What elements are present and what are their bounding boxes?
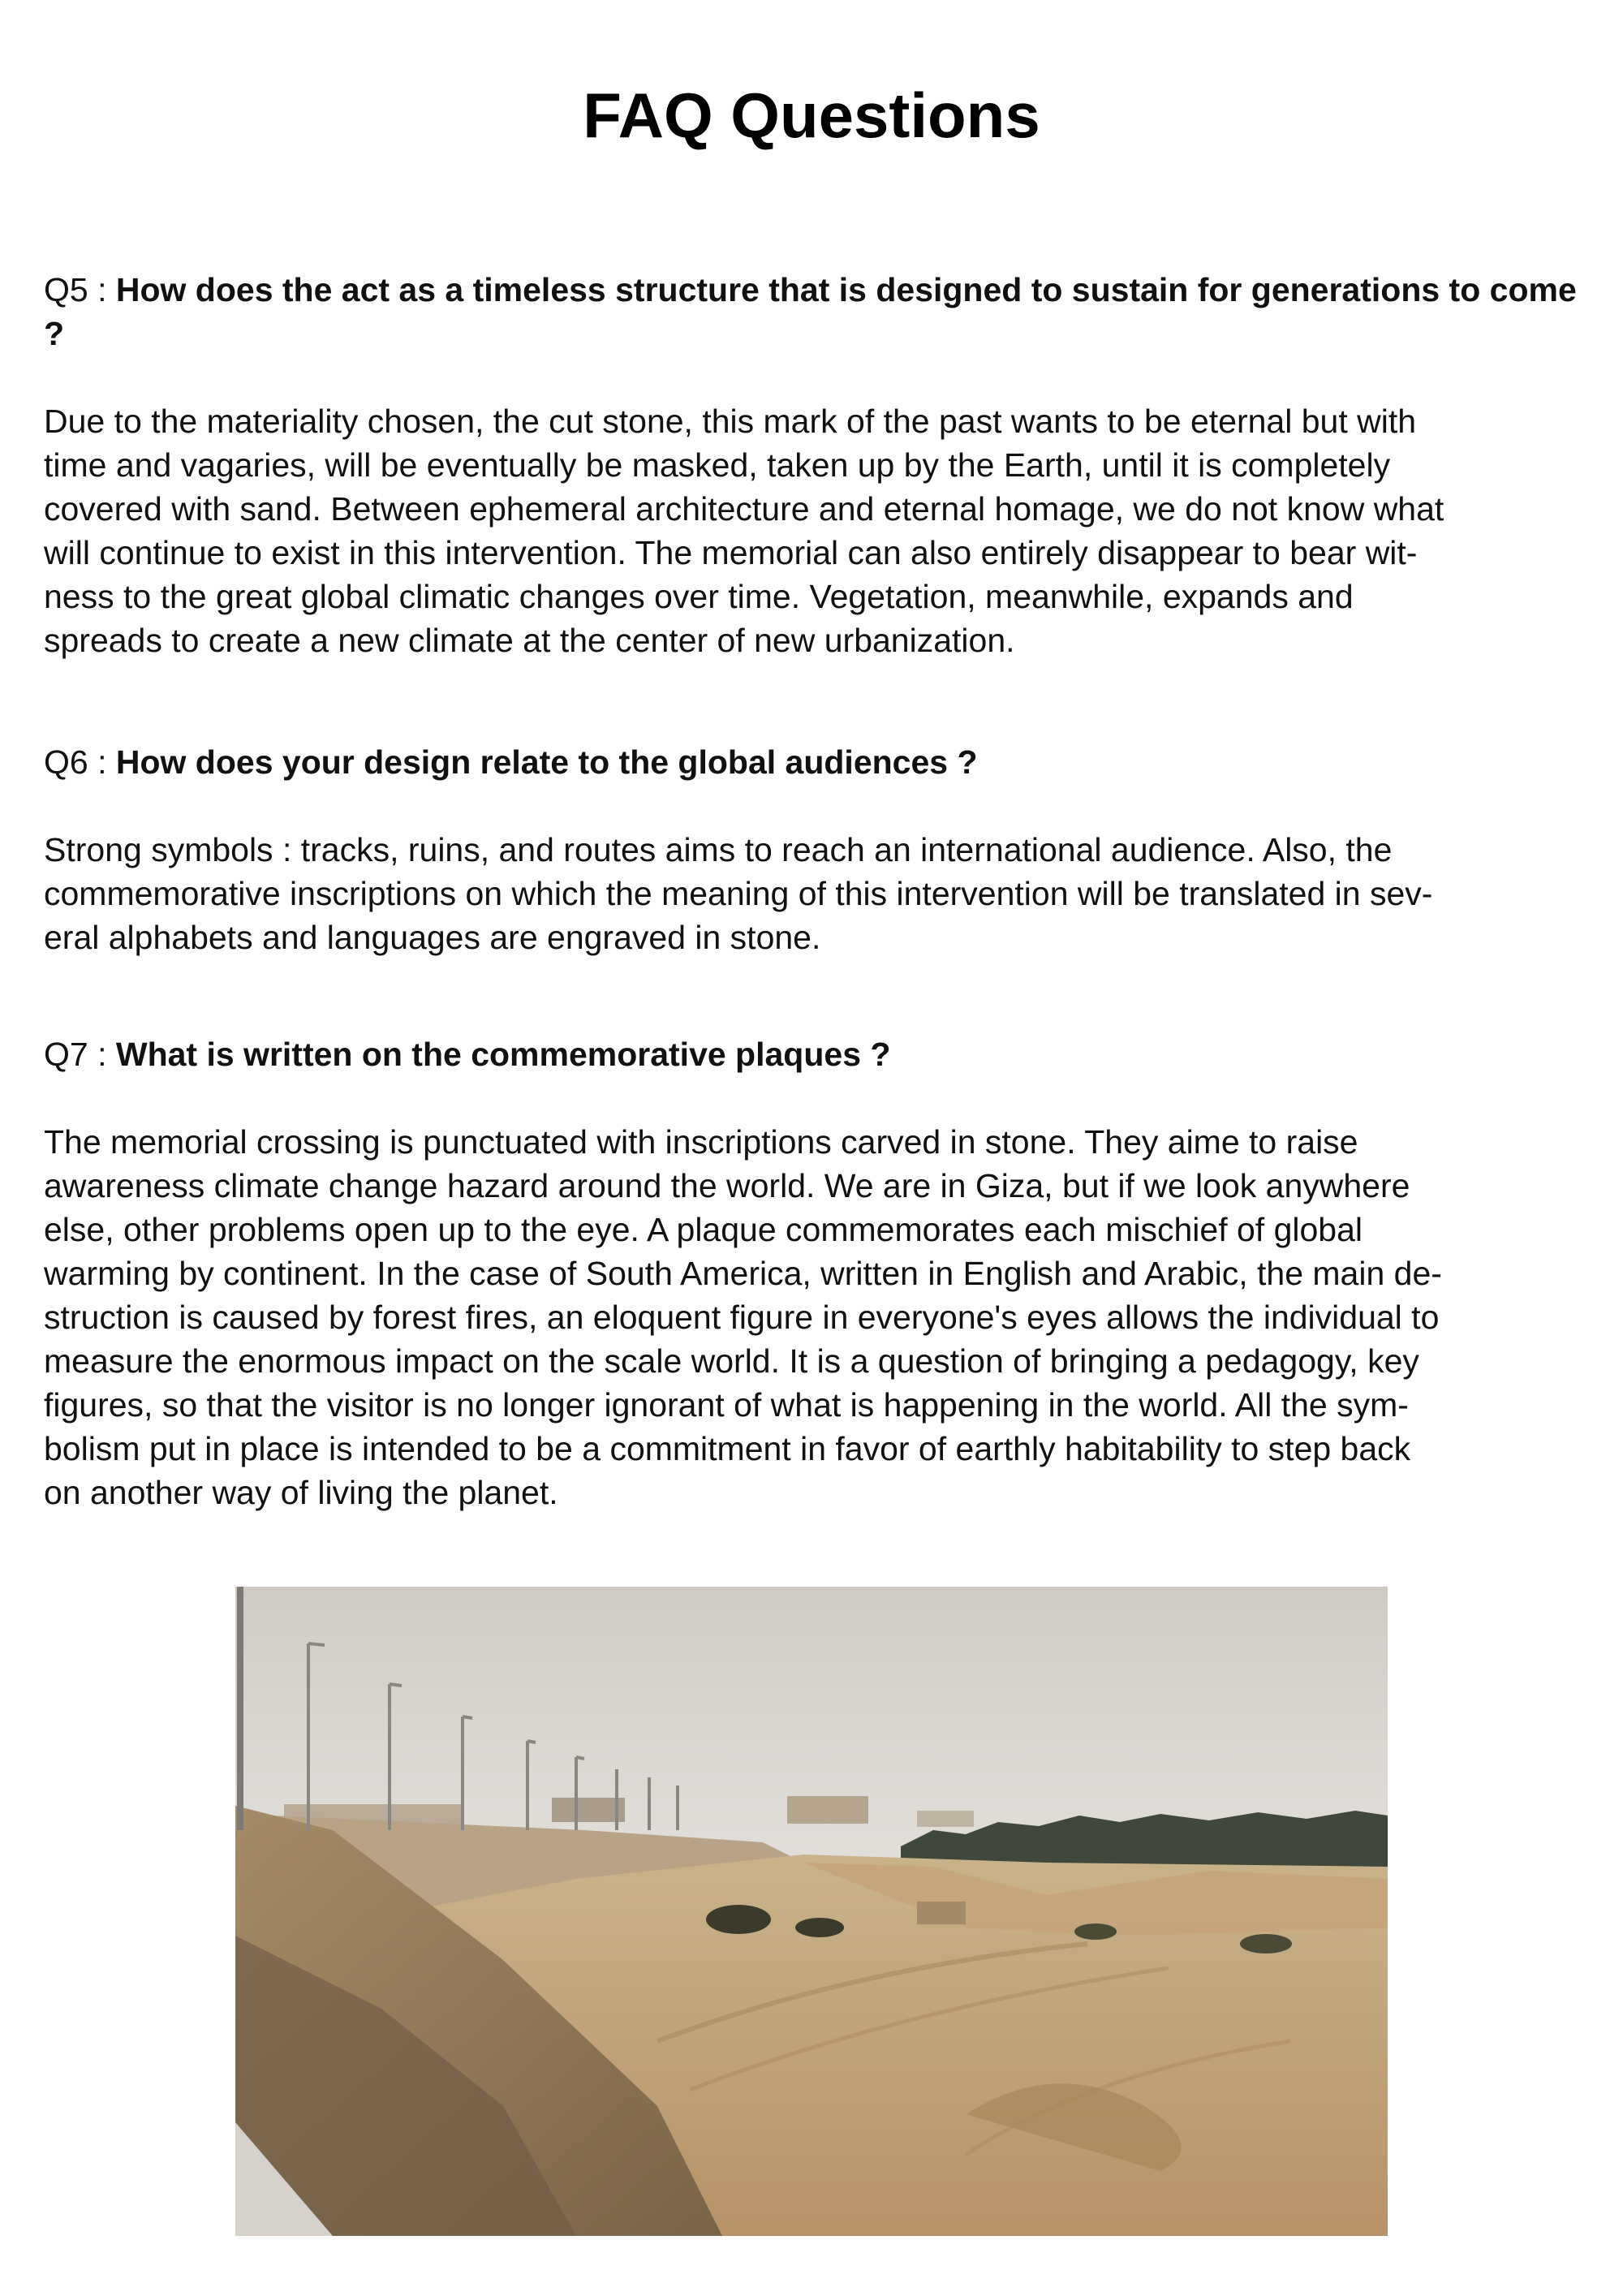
page-title: FAQ Questions [583, 80, 1040, 151]
question-number: Q6 : [44, 743, 116, 781]
desert-site-photo [235, 1587, 1388, 2236]
question-text: What is written on the commemorative plaques ? [115, 1036, 891, 1073]
faq-answer: Strong symbols : tracks, ruins, and routes aims to reach an international audience. Also, the commemorative inscriptions on which the meaning of this intervention will be translated in sev- eral alphabets and languages are engraved in stone. [44, 831, 1433, 956]
question-number: Q5 : [44, 271, 116, 308]
faq-item-q6 [44, 740, 1586, 959]
question-text: How does your design relate to the global audiences ? [115, 743, 978, 781]
faq-answer: The memorial crossing is punctuated with inscriptions carved in stone. They aime to raise awareness climate change hazard around the world. We are in Giza, but if we look anywhere else, other problems open up to the eye. A plaque commemorates each mischief of global warming by continent. In the case of South America, written in English and Arabic, the main de- struction is caused by forest fires, an eloquent figure in everyone's eyes allows the individual to measure the enormous impact on the scale world. It is a question of bringing a pedagogy, key figures, so that the visitor is no longer ignorant of what is happening in the world. All the sym- bolism put in place is intended to be a commitment in favor of earthly habitability to step back on another way of living the planet. [44, 1123, 1442, 1511]
shrub [706, 1905, 771, 1934]
small-ruin [917, 1902, 966, 1924]
faq-item-q7 [44, 1032, 1586, 1514]
faq-question [44, 1032, 1586, 1076]
faq-question [44, 740, 1586, 784]
faq-answer: Due to the materiality chosen, the cut stone, this mark of the past wants to be eternal but with time and vagaries, will be eventually be masked, taken up by the Earth, until it is completely covered with sand. Between ephemeral architecture and eternal homage, we do not know what will continue to exist in this intervention. The memorial can also entirely disappear to bear wit- ness to the great global climatic changes over time. Vegetation, meanwhile, expands and spreads to create a new climate at the center of new urbanization. [44, 403, 1444, 659]
utility-pole [237, 1587, 243, 1830]
question-number: Q7 : [44, 1036, 116, 1073]
faq-item-q5 [44, 268, 1586, 662]
desert-landscape-illustration [235, 1587, 1388, 2236]
question-text: How does the act as a timeless structure that is designed to sustain for generations to come ? [44, 271, 1577, 352]
faq-question [44, 268, 1586, 355]
